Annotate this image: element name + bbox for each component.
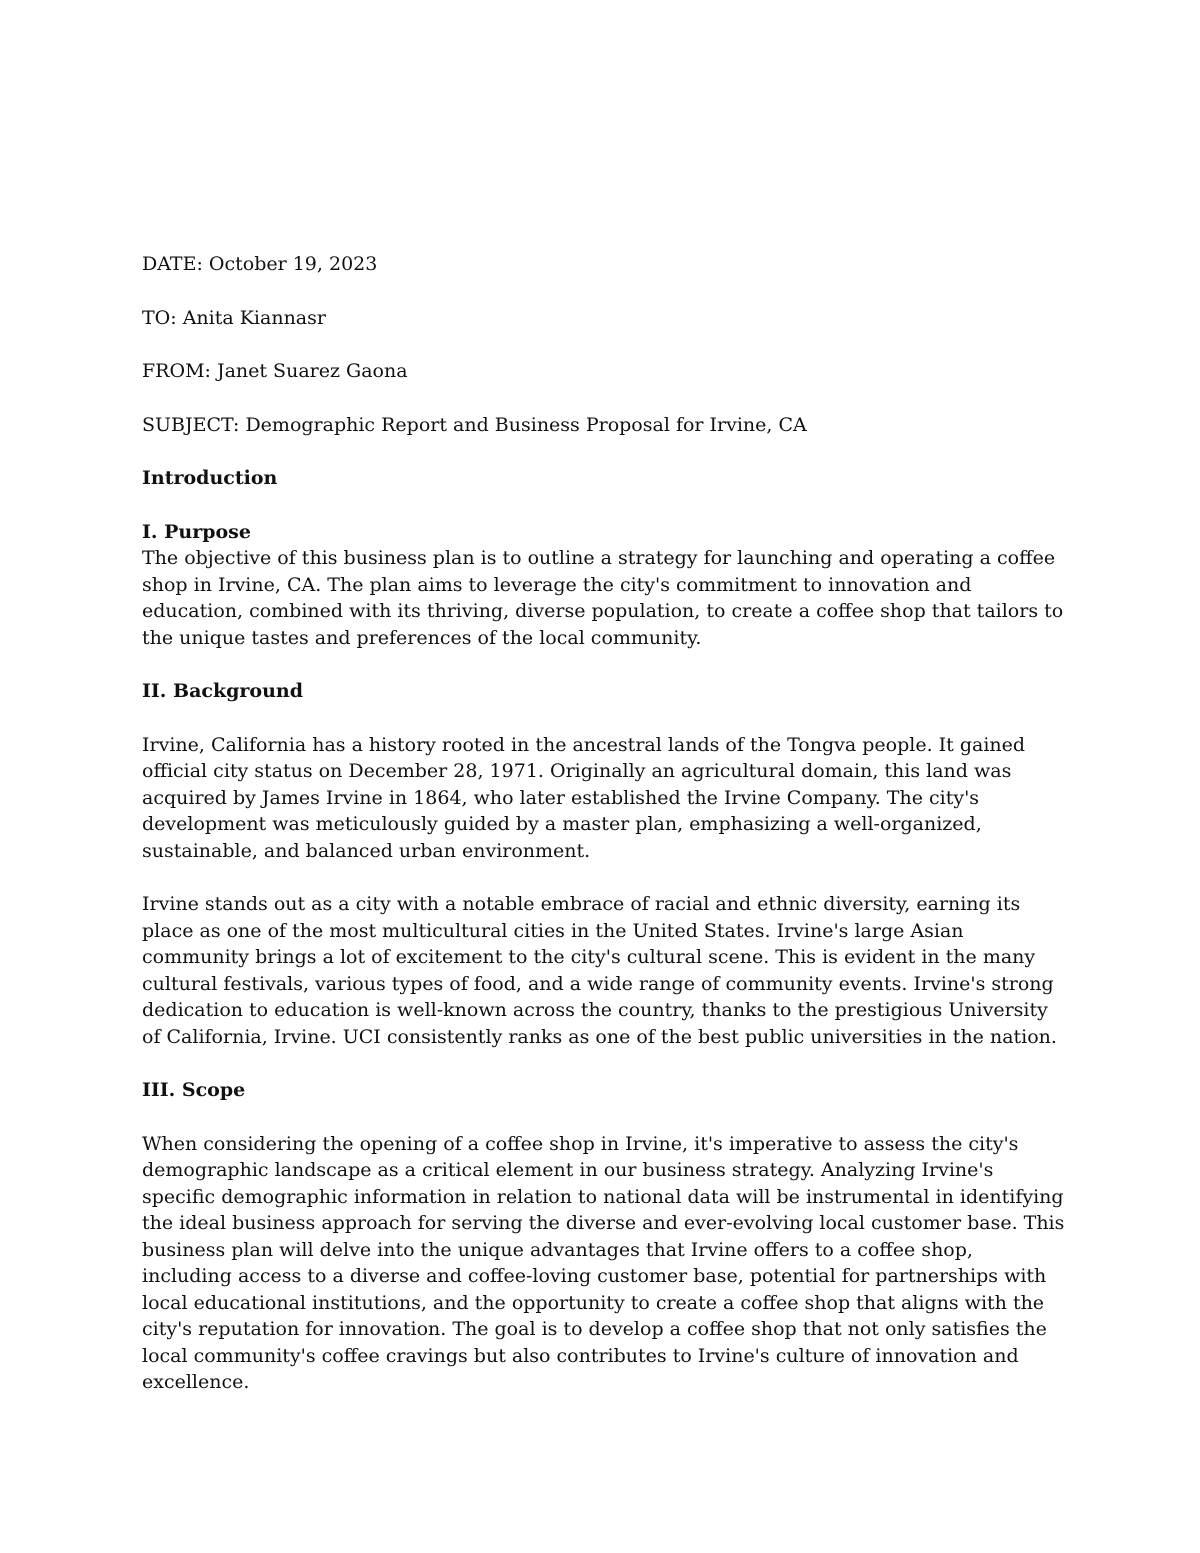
memo-subject: SUBJECT: Demographic Report and Business Proposal for Irvine, CA bbox=[142, 413, 807, 436]
purpose-heading: I. Purpose bbox=[142, 520, 251, 543]
background-paragraph-2: Irvine stands out as a city with a notable embrace of racial and ethnic diversity, earning its place as one of the most multicultural cities in the United States. Irvine's large Asian community brings a lot of excitement to the city's cultural scene. This is evident in the many cultural festivals, various types of food, and a wide range of community events. Irvine's strong dedication to education is well-known across the country, thanks to the prestigious University of California, Irvine. UCI consistently ranks as one of the best public universities in the nation. bbox=[142, 893, 1057, 1048]
memo-to: TO: Anita Kiannasr bbox=[142, 306, 326, 329]
background-paragraph-1: Irvine, California has a history rooted in the ancestral lands of the Tongva people. It gained official city status on December 28, 1971. Originally an agricultural domain, this land was acquired by James Irvine in 1864, who later established the Irvine Company. The city's development was meticulously guided by a master plan, emphasizing a well-organized, sustainable, and balanced urban environment. bbox=[142, 733, 1026, 862]
background-heading: II. Background bbox=[142, 680, 303, 702]
scope-paragraph: When considering the opening of a coffee shop in Irvine, it's imperative to assess the city's demographic landscape as a critical element in our business strategy. Analyzing Irvine's specific demographic information in relation to national data will be instrumental in identifying the ideal business approach for serving the diverse and ever-evolving local customer base. This business plan will delve into the unique advantages that Irvine offers to a coffee shop, including access to a diverse and coffee-loving customer base, potential for partnerships with local educational institutions, and the opportunity to create a coffee shop that aligns with the city's reputation for innovation. The goal is to develop a coffee shop that not only satisfies the local community's coffee cravings but also contributes to Irvine's culture of innovation and excellence. bbox=[142, 1132, 1065, 1393]
introduction-heading: Introduction bbox=[142, 467, 278, 489]
purpose-paragraph: The objective of this business plan is to outline a strategy for launching and operating a coffee shop in Irvine, CA. The plan aims to leverage the city's commitment to innovation and education, combined with its thriving, diverse population, to create a coffee shop that tailors to the unique tastes and preferences of the local community. bbox=[142, 547, 1064, 649]
scope-heading: III. Scope bbox=[142, 1079, 246, 1101]
memo-from: FROM: Janet Suarez Gaona bbox=[142, 360, 408, 382]
memo-body bbox=[142, 251, 1067, 1423]
memo-date: DATE: October 19, 2023 bbox=[142, 253, 378, 275]
